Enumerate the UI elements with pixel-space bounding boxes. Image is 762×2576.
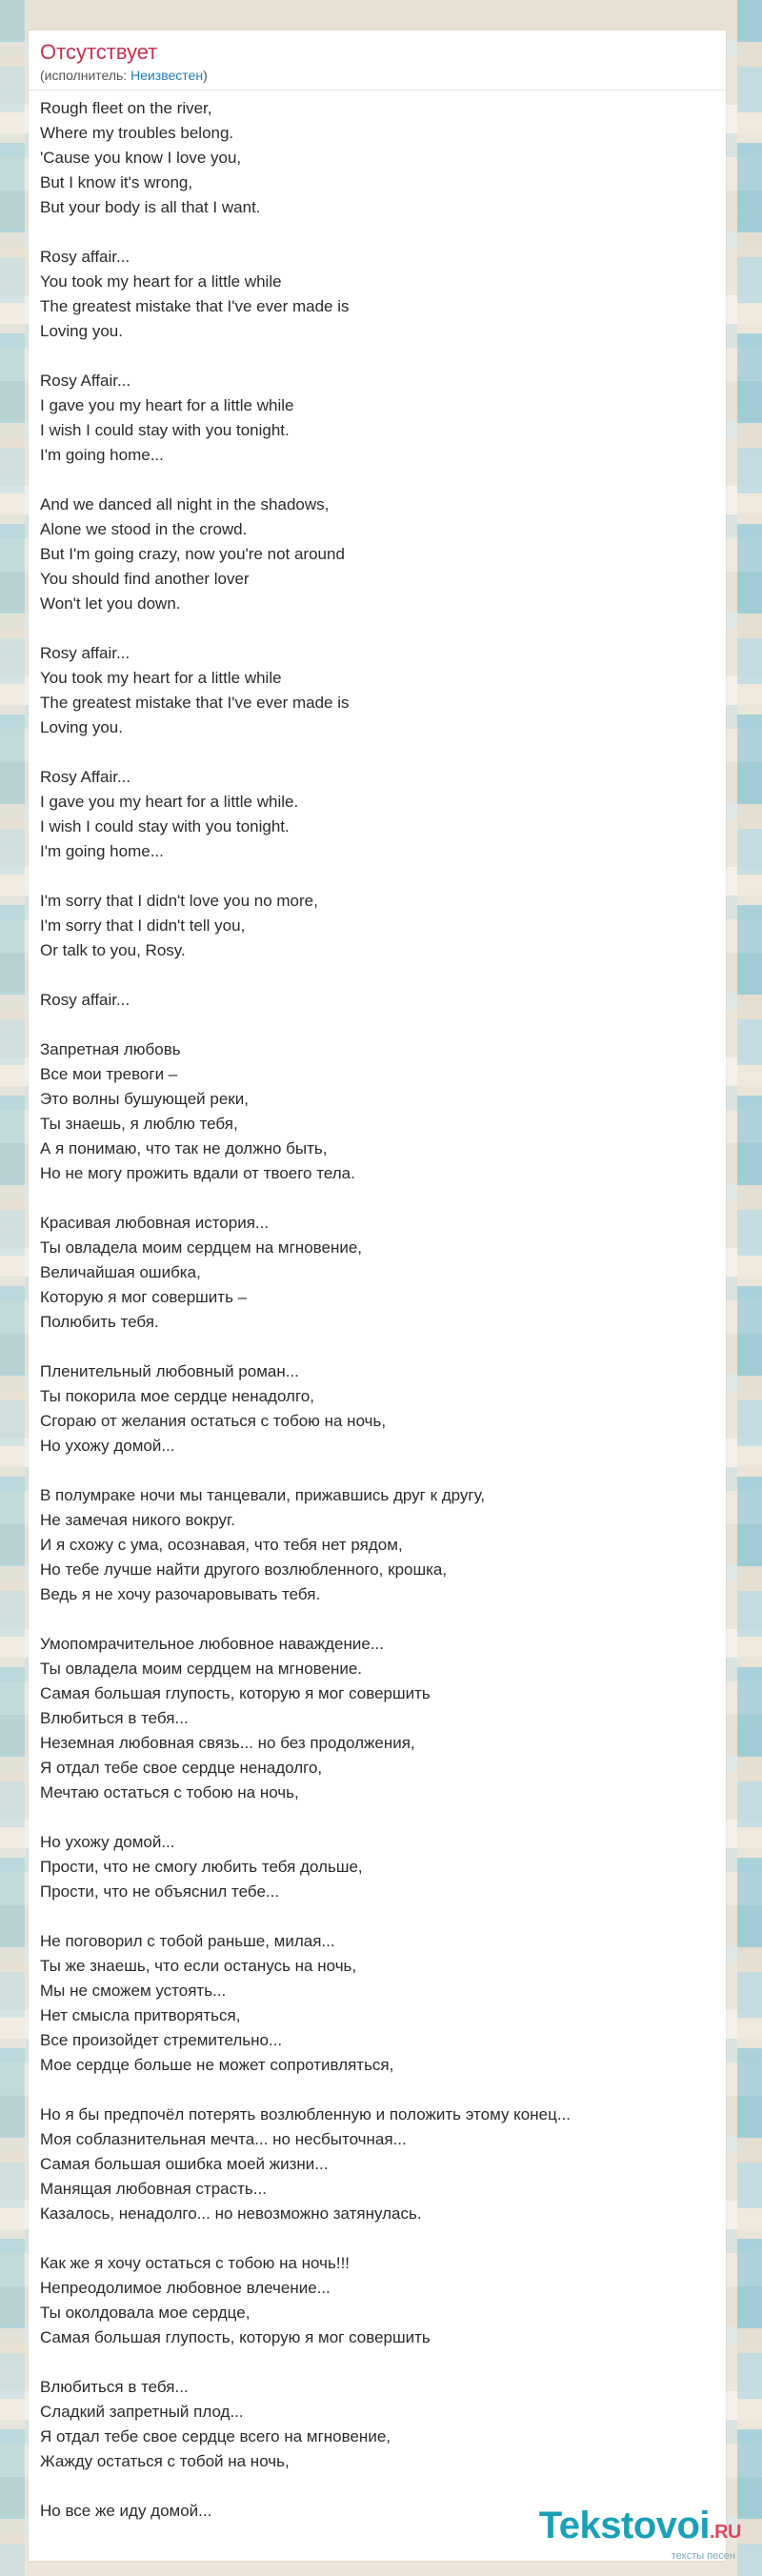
lyric-line: Мое сердце больше не может сопротивляться, (40, 2056, 394, 2074)
lyric-line: Но тебе лучше найти другого возлюбленного, крошка, (40, 1560, 448, 1579)
lyrics-card (29, 30, 726, 2561)
lyric-line: Как же я хочу остаться с тобою на ночь!!! (40, 2254, 351, 2272)
lyric-line: Манящая любовная страсть... (40, 2180, 267, 2198)
lyric-line: Самая большая ошибка моей жизни... (40, 2155, 329, 2173)
lyric-line: I'm sorry that I didn't tell you, (40, 916, 246, 935)
lyric-line: Ты овладела моим сердцем на мгновение, (40, 1238, 363, 1257)
stanza-break (40, 740, 707, 765)
song-title: Отсутствует (40, 40, 158, 64)
lyric-line: Rosy affair... (40, 644, 130, 662)
title-divider (29, 90, 726, 91)
lyric-line: Не замечая никого вокруг. (40, 1511, 235, 1529)
lyric-line: I wish I could stay with you tonight. (40, 421, 290, 439)
logo-tld: .RU (710, 2522, 741, 2543)
lyric-line: Rosy Affair... (40, 768, 131, 786)
lyric-line: Ты околдовала мое сердце, (40, 2304, 251, 2322)
lyric-line: Все мои тревоги – (40, 1065, 178, 1083)
lyric-line: Or talk to you, Rosy. (40, 941, 186, 959)
stanza-break (40, 2226, 707, 2251)
lyric-line: But I'm going crazy, now you're not around (40, 545, 345, 563)
lyric-line: Loving you. (40, 718, 123, 736)
lyric-line: Полюбить тебя. (40, 1313, 159, 1331)
lyric-line: Жажду остаться с тобой на ночь, (40, 2452, 290, 2470)
lyric-line: Ты покорила мое сердце ненадолго, (40, 1387, 314, 1405)
stanza-break (40, 864, 707, 889)
lyric-line: Которую я мог совершить – (40, 1288, 248, 1306)
lyric-line: I wish I could stay with you tonight. (40, 817, 290, 835)
lyric-line: Все произойдет стремительно... (40, 2031, 283, 2049)
lyric-line: I gave you my heart for a little while (40, 396, 294, 414)
lyric-line: Rosy affair... (40, 991, 130, 1009)
artist-line (40, 67, 208, 84)
stanza-break (40, 2350, 707, 2375)
lyric-line: Ведь я не хочу разочаровывать тебя. (40, 1585, 321, 1603)
lyric-line: Умопомрачительное любовное наваждение... (40, 1635, 385, 1653)
lyric-line: Неземная любовная связь... но без продолжения, (40, 1734, 415, 1752)
artist-suffix: ) (203, 68, 208, 83)
lyric-line: Alone we stood in the crowd. (40, 520, 248, 538)
lyric-line: Величайшая ошибка, (40, 1263, 201, 1281)
lyric-line: 'Cause you know I love you, (40, 149, 242, 167)
background-strip-right (737, 0, 762, 2576)
lyric-line: Мы не сможем устоять... (40, 1982, 227, 2000)
site-logo[interactable] (531, 2505, 741, 2562)
lyrics-text (40, 96, 707, 2524)
artist-link[interactable]: Неизвестен (130, 68, 204, 83)
stanza-break (40, 1186, 707, 1211)
lyric-line: Rough fleet on the river, (40, 99, 212, 117)
lyric-line: Но ухожу домой... (40, 1833, 175, 1851)
logo-tagline: тексты песен (671, 2550, 735, 2562)
lyric-line: Но все же иду домой... (40, 2502, 212, 2520)
stanza-break (40, 2078, 707, 2103)
lyric-line: Влюбиться в тебя... (40, 1709, 189, 1727)
stanza-break (40, 1805, 707, 1830)
lyric-line: Запретная любовь (40, 1040, 181, 1058)
lyric-line: Я отдал тебе свое сердце всего на мгновение, (40, 2427, 391, 2445)
lyric-line: Нет смысла притворяться, (40, 2006, 241, 2024)
stanza-break (40, 1904, 707, 1929)
lyric-line: В полумраке ночи мы танцевали, прижавшись друг к другу, (40, 1486, 486, 1504)
stanza-break (40, 616, 707, 641)
lyric-line: I'm going home... (40, 842, 164, 860)
lyric-line: I'm going home... (40, 446, 164, 464)
lyric-line: Сгораю от желания остаться с тобою на ночь, (40, 1412, 387, 1430)
lyric-line: Ты же знаешь, что если останусь на ночь, (40, 1957, 357, 1975)
lyric-line: Прости, что не смогу любить тебя дольше, (40, 1858, 363, 1876)
lyric-line: Rosy affair... (40, 248, 130, 266)
lyric-line: Прости, что не объяснил тебе... (40, 1882, 280, 1901)
stanza-break (40, 1607, 707, 1632)
stanza-break (40, 1335, 707, 1359)
lyric-line: I'm sorry that I didn't love you no more, (40, 892, 318, 910)
lyric-line: Самая большая глупость, которую я мог совершить (40, 2328, 431, 2346)
logo-name: Tekstovoi (538, 2505, 711, 2546)
background-strip-left (0, 0, 25, 2576)
lyric-line: Это волны бушующей реки, (40, 1090, 249, 1108)
lyric-line: Но не могу прожить вдали от твоего тела. (40, 1164, 355, 1182)
stanza-break (40, 220, 707, 245)
stanza-break (40, 344, 707, 369)
lyric-line: Ты знаешь, я люблю тебя, (40, 1115, 238, 1133)
lyric-line: Не поговорил с тобой раньше, милая... (40, 1932, 335, 1950)
lyric-line: And we danced all night in the shadows, (40, 495, 330, 513)
stanza-break (40, 468, 707, 493)
lyric-line: Where my troubles belong. (40, 124, 234, 142)
lyric-line: Самая большая глупость, которую я мог совершить (40, 1684, 431, 1702)
artist-prefix: (исполнитель: (40, 68, 131, 83)
lyric-line: But your body is all that I want. (40, 198, 261, 216)
stanza-break (40, 1459, 707, 1483)
lyric-line: Непреодолимое любовное влечение... (40, 2279, 331, 2297)
lyric-line: Влюбиться в тебя... (40, 2378, 189, 2396)
lyric-line: Ты овладела моим сердцем на мгновение. (40, 1660, 363, 1678)
logo-wordmark (531, 2506, 741, 2552)
lyric-line: Rosy Affair... (40, 372, 131, 390)
lyric-line: But I know it's wrong, (40, 173, 193, 191)
lyric-line: You took my heart for a little while (40, 272, 282, 291)
lyric-line: Loving you. (40, 322, 123, 340)
lyric-line: Казалось, ненадолго... но невозможно затянулась. (40, 2204, 422, 2223)
lyric-line: Но ухожу домой... (40, 1437, 175, 1455)
lyric-line: You took my heart for a little while (40, 669, 282, 687)
stanza-break (40, 1013, 707, 1037)
lyric-line: The greatest mistake that I've ever made is (40, 694, 350, 712)
lyric-line: И я схожу с ума, осознавая, что тебя нет рядом, (40, 1536, 403, 1554)
lyric-line: Красивая любовная история... (40, 1214, 270, 1232)
lyric-line: The greatest mistake that I've ever made is (40, 297, 350, 315)
stanza-break (40, 963, 707, 988)
lyric-line: Но я бы предпочёл потерять возлюбленную и положить этому конец... (40, 2105, 572, 2123)
lyric-line: Я отдал тебе свое сердце ненадолго, (40, 1759, 323, 1777)
lyric-line: I gave you my heart for a little while. (40, 793, 299, 811)
stanza-break (40, 2474, 707, 2499)
lyric-line: You should find another lover (40, 570, 250, 588)
lyric-line: Won't let you down. (40, 594, 181, 613)
lyric-line: Сладкий запретный плод... (40, 2403, 244, 2421)
lyric-line: Моя соблазнительная мечта... но несбыточная... (40, 2130, 407, 2148)
lyric-line: А я понимаю, что так не должно быть, (40, 1139, 328, 1157)
lyric-line: Пленительный любовный роман... (40, 1362, 299, 1380)
lyric-line: Мечтаю остаться с тобою на ночь, (40, 1783, 299, 1801)
